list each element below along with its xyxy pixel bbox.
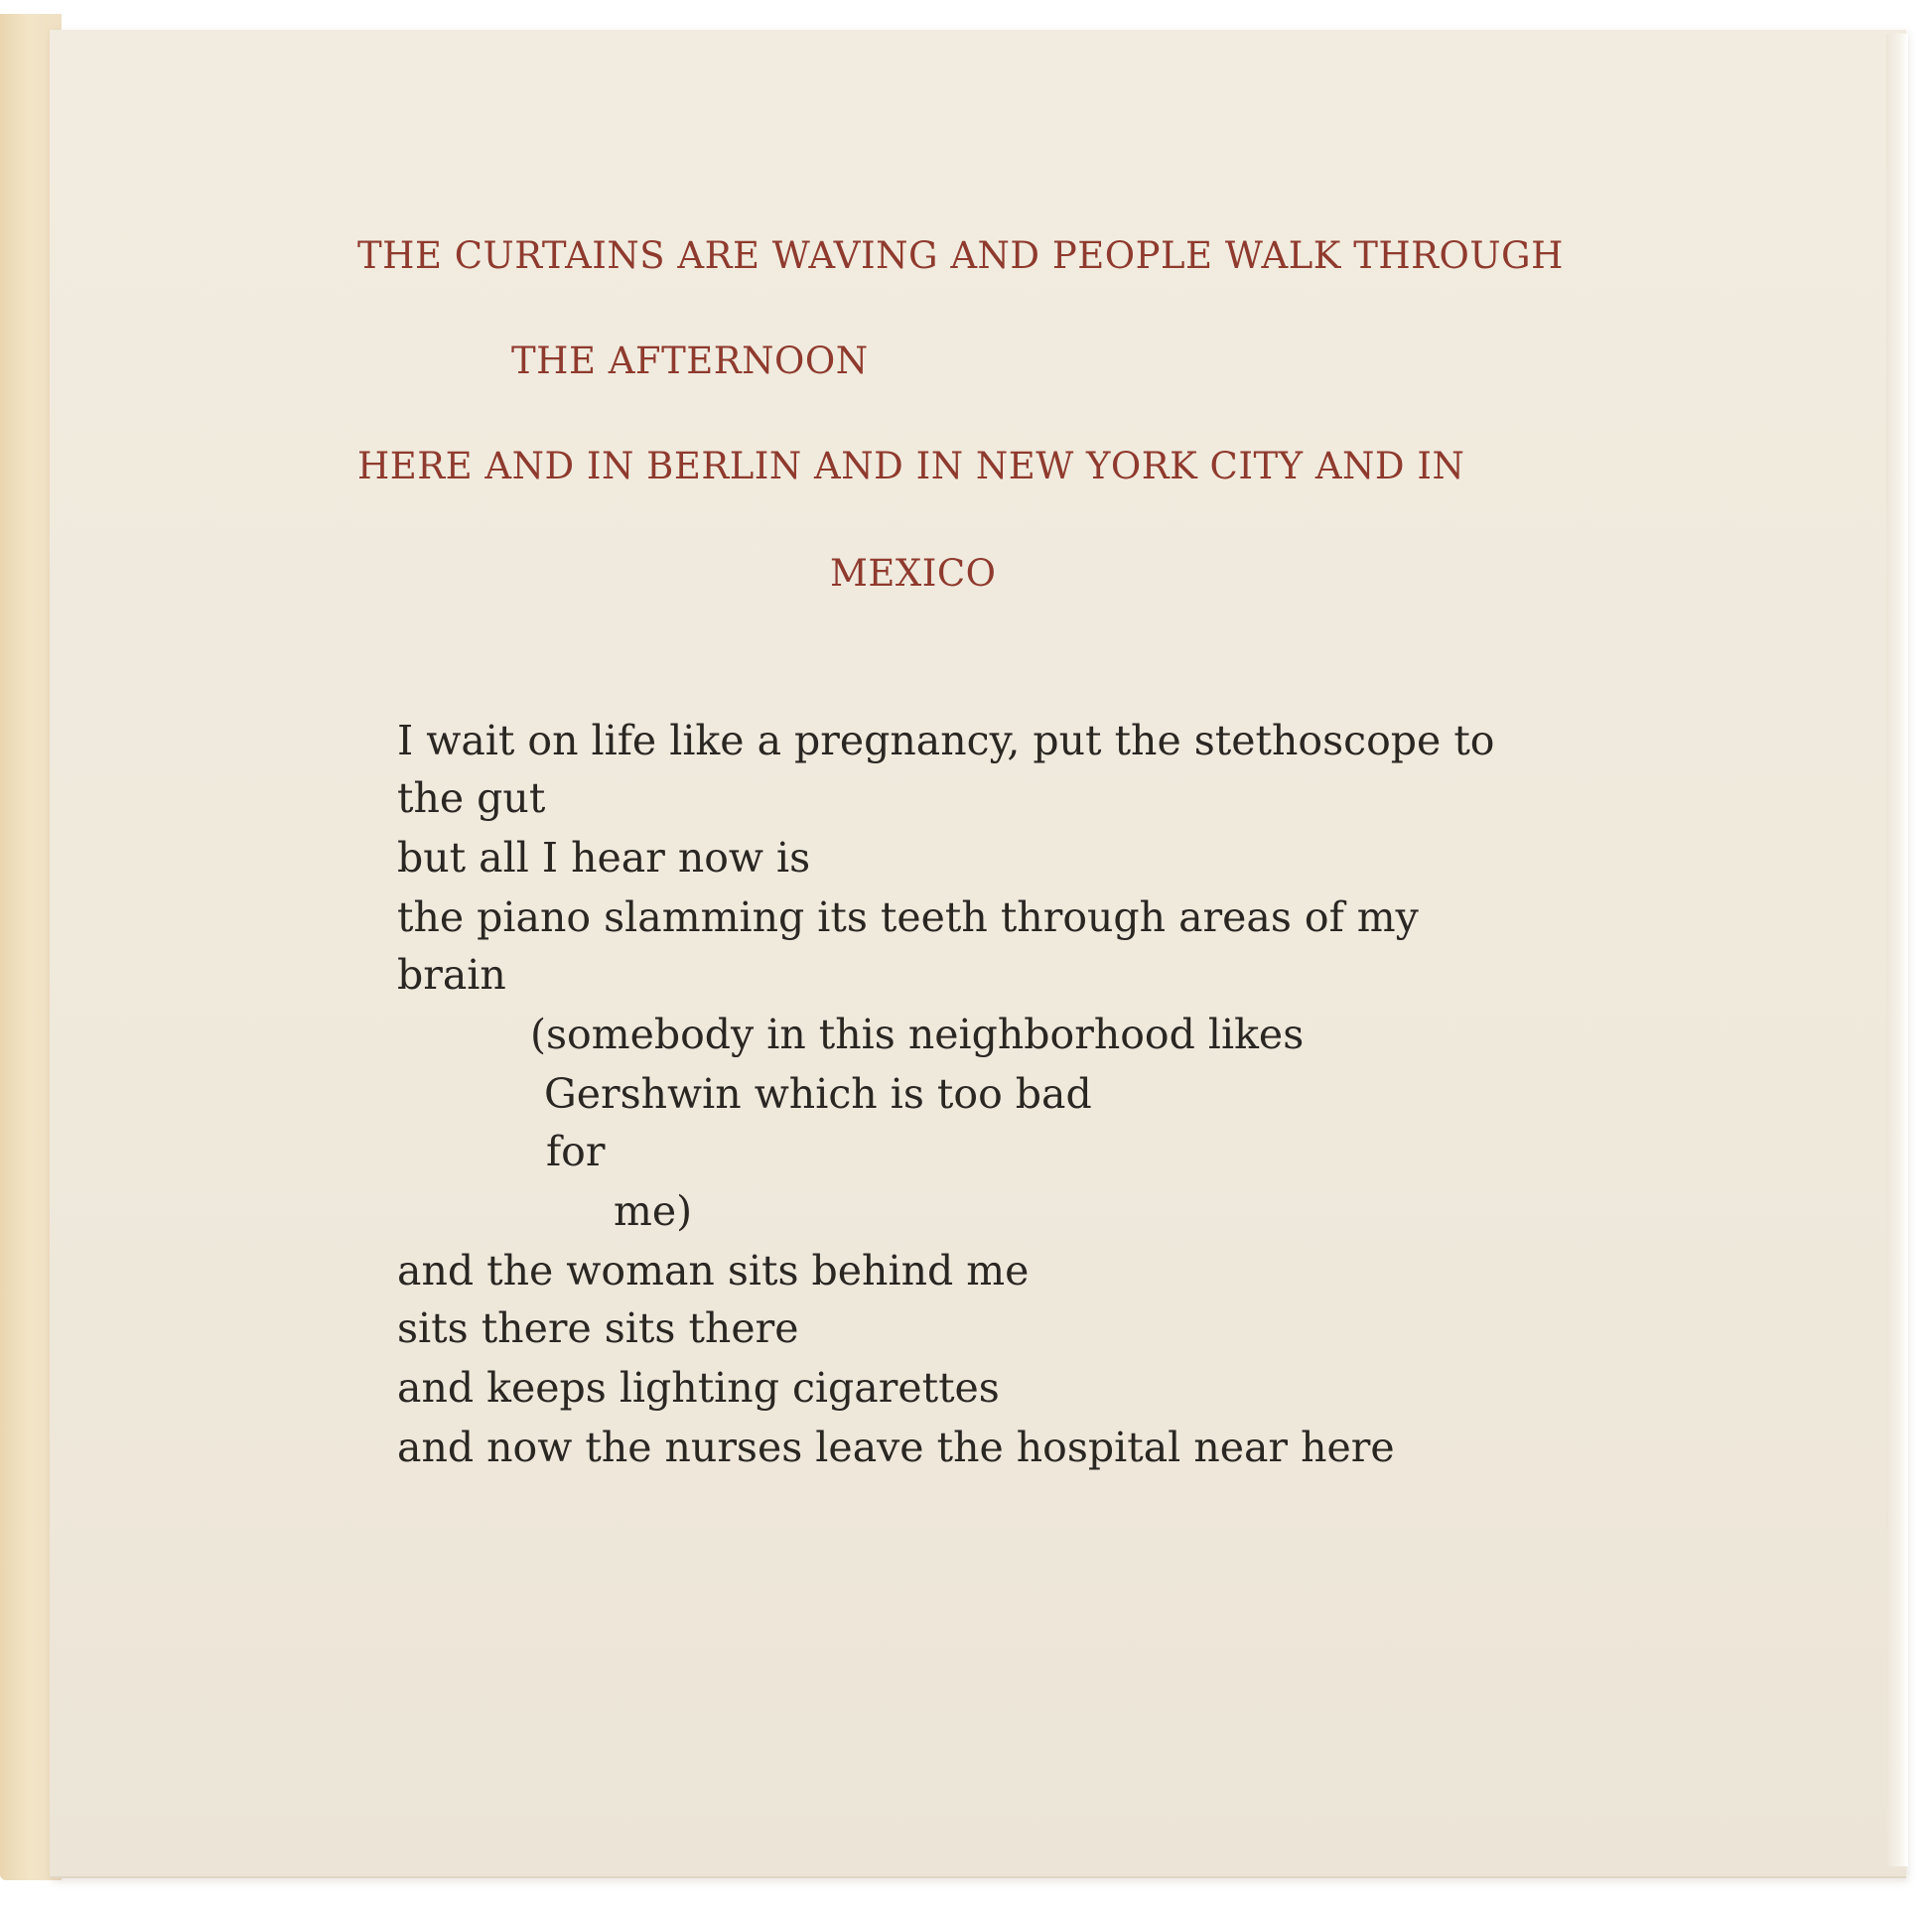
poem-line: brain [397, 951, 506, 999]
poem-line: me) [614, 1187, 693, 1235]
book-page [50, 30, 1906, 1878]
poem-line: the piano slamming its teeth through areas of my [397, 893, 1419, 941]
page-edge [1886, 34, 1908, 1866]
poem-line: Gershwin which is too bad [544, 1070, 1092, 1118]
poem-title-line-4: MEXICO [830, 552, 997, 595]
poem-line: the gut [397, 774, 546, 822]
poem-title-line-3: HERE AND IN BERLIN AND IN NEW YORK CITY AND IN [357, 445, 1465, 487]
poem-line: and now the nurses leave the hospital near here [397, 1424, 1395, 1471]
poem-title-line-2: THE AFTERNOON [511, 340, 869, 382]
poem-line: (somebody in this neighborhood likes [530, 1011, 1305, 1058]
poem-line: but all I hear now is [397, 834, 811, 882]
poem-line: sits there sits there [397, 1304, 799, 1352]
poem-line: for [546, 1128, 606, 1175]
poem-line: and the woman sits behind me [397, 1247, 1030, 1295]
poem-title-line-1: THE CURTAINS ARE WAVING AND PEOPLE WALK THROUGH [357, 234, 1564, 277]
poem-line: I wait on life like a pregnancy, put the stethoscope to [397, 717, 1495, 764]
poem-line: and keeps lighting cigarettes [397, 1364, 1000, 1412]
